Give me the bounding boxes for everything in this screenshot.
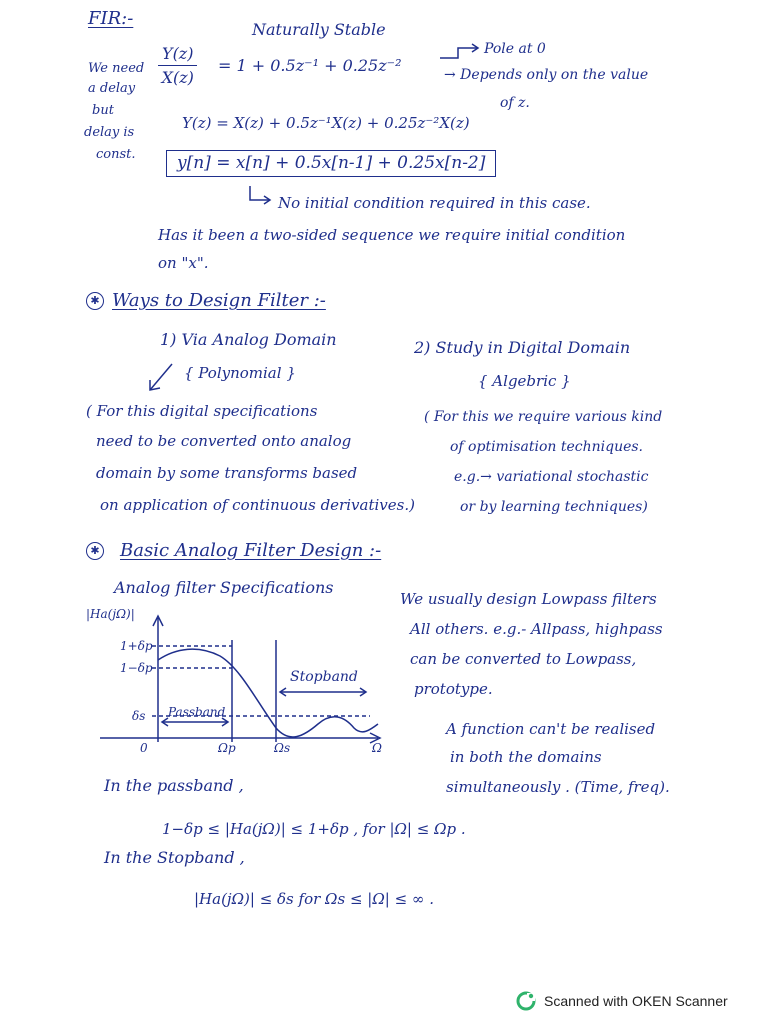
left-paragraph-line: need to be converted onto analog [96,432,352,450]
naturally-stable-note: Naturally Stable [252,20,386,39]
fir-heading: FIR:- [88,8,134,29]
in-stopband-label: In the Stopband , [104,848,245,867]
right-paragraph-line: or by learning techniques) [460,499,648,515]
side-note-line: We need [88,61,145,76]
pole-arrow [440,48,478,58]
algebric-label: { Algebric } [478,372,571,390]
right-paragraph-line: ( For this we require various kind [424,409,663,425]
star-bullet-icon: ✱ [86,542,104,560]
analog-arrow [150,364,172,390]
side-note-line: a delay [88,81,136,96]
upper-tolerance-label: 1+δp [120,639,153,653]
passband-inequality: 1−δp ≤ |Ha(jΩ)| ≤ 1+δp , for |Ω| ≤ Ωp . [162,820,466,838]
pole-note: Pole at 0 [484,41,546,57]
side-note-line: but [92,103,114,118]
yz-equation: Y(z) = X(z) + 0.5z⁻¹X(z) + 0.25z⁻²X(z) [182,114,470,132]
study-digital-domain: 2) Study in Digital Domain [414,338,631,357]
lowpass-note-line: All others. e.g.- Allpass, highpass [410,620,663,638]
function-note-line: A function can't be realised [446,720,656,738]
stopband-inequality: |Ha(jΩ)| ≤ δs for Ωs ≤ |Ω| ≤ ∞ . [194,890,434,908]
left-paragraph-line: ( For this digital specifications [86,402,318,420]
analog-spec-label: Analog filter Specifications [114,578,334,597]
via-analog-domain: 1) Via Analog Domain [160,330,337,349]
lowpass-note-line: prototype. [414,680,493,698]
in-passband-label: In the passband , [104,776,244,795]
right-paragraph-line: e.g.→ variational stochastic [454,469,649,485]
function-note-line: in both the domains [450,748,602,766]
passband-label: Passband [168,705,226,719]
tf-numerator: Y(z) [158,44,197,66]
stopband-label: Stopband [290,669,358,685]
magnitude-response-curve [158,649,378,737]
omega-label: Ω [372,741,382,755]
lower-tolerance-label: 1−δp [120,661,153,675]
side-note-line: delay is [84,125,135,140]
oken-scanner-logo-icon [516,991,536,1011]
no-initial-condition-note: No initial condition required in this case. [278,194,591,212]
ways-heading: Ways to Design Filter :- [112,290,326,311]
two-sided-note-2: on "x". [158,254,209,272]
polynomial-label: { Polynomial } [184,364,296,382]
function-note-line: simultaneously . (Time, freq). [446,778,670,796]
side-note-line: const. [96,147,136,162]
difference-equation-box: y[n] = x[n] + 0.5x[n-1] + 0.25x[n-2] [166,150,496,177]
depends-note: → Depends only on the value [444,67,649,83]
lowpass-note-line: We usually design Lowpass filters [400,590,657,608]
depends-note-2: of z. [500,95,530,111]
left-paragraph-line: domain by some transforms based [96,464,358,482]
two-sided-note: Has it been a two-sided sequence we require initial condition [158,226,626,244]
left-paragraph-line: on application of continuous derivatives.) [100,496,415,514]
right-paragraph-line: of optimisation techniques. [450,439,643,455]
scanner-footer [516,990,728,1012]
stopband-tolerance-label: δs [132,709,146,723]
basic-analog-heading: Basic Analog Filter Design :- [120,540,382,561]
star-bullet-icon: ✱ [86,292,104,310]
scanner-credit-text: Scanned with OKEN Scanner [544,993,728,1009]
origin-label: 0 [140,741,148,755]
tf-denominator: X(z) [161,68,194,87]
transfer-function-rhs: = 1 + 0.5z⁻¹ + 0.25z⁻² [218,56,402,75]
lowpass-note-line: can be converted to Lowpass, [410,650,637,668]
y-axis-label: |Ha(jΩ)| [86,607,135,621]
omega-p-label: Ωp [218,741,236,755]
omega-s-label: Ωs [274,741,291,755]
